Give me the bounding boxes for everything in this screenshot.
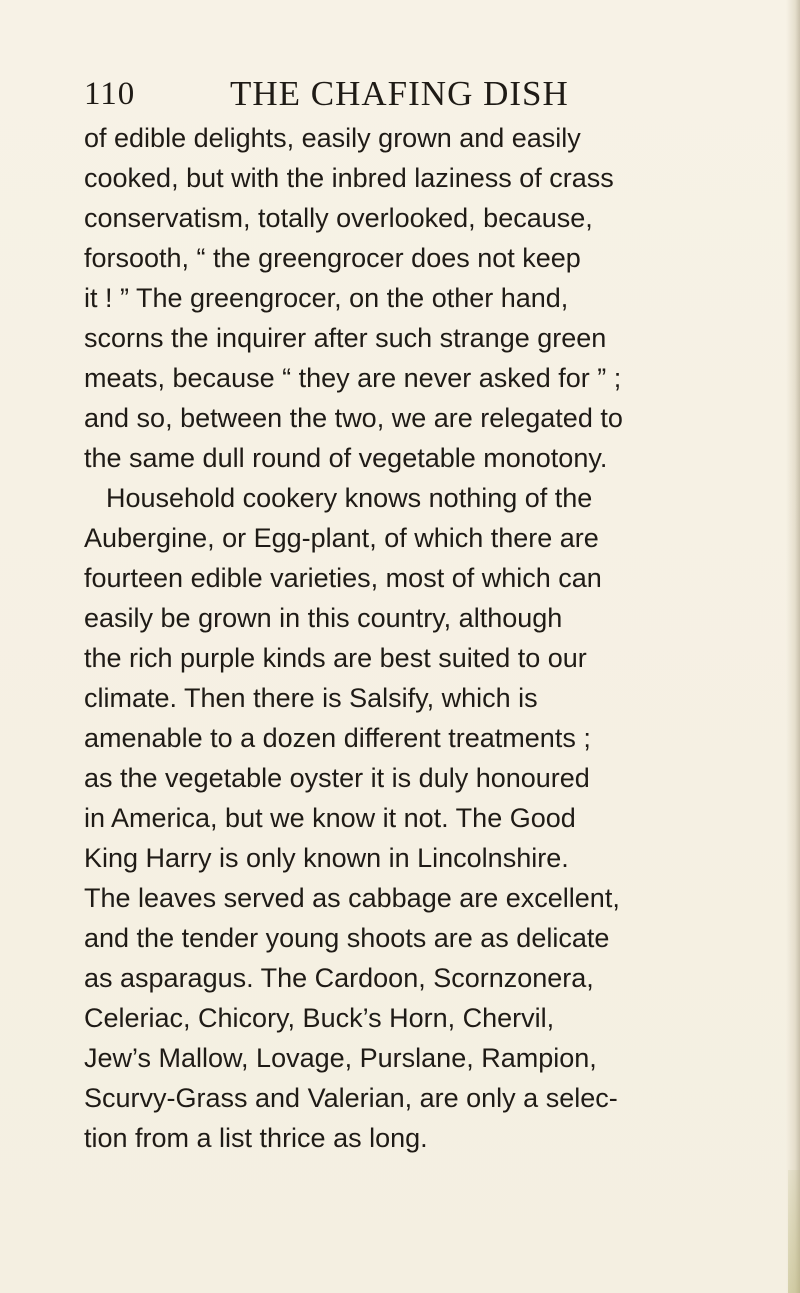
body-text xyxy=(84,118,734,1158)
text-line-25: Scurvy-Grass and Valerian, are only a selec- xyxy=(84,1083,618,1113)
text-line-9: the same dull round of vegetable monotony. xyxy=(84,443,608,473)
text-line-4: forsooth, “ the greengrocer does not keep xyxy=(84,243,581,273)
text-line-7: meats, because “ they are never asked for ” ; xyxy=(84,363,622,393)
text-line-13: easily be grown in this country, although xyxy=(84,603,563,633)
text-line-15: climate. Then there is Salsify, which is xyxy=(84,683,538,713)
text-line-23: Celeriac, Chicory, Buck’s Horn, Chervil, xyxy=(84,1003,555,1033)
text-line-19: King Harry is only known in Lincolnshire. xyxy=(84,843,569,873)
page-number: 110 xyxy=(84,76,136,112)
text-line-16: amenable to a dozen different treatments ; xyxy=(84,723,591,753)
text-line-21: and the tender young shoots are as delicate xyxy=(84,923,610,953)
text-line-14: the rich purple kinds are best suited to our xyxy=(84,643,587,673)
page-edge-shadow xyxy=(786,0,800,1293)
text-line-26: tion from a list thrice as long. xyxy=(84,1123,428,1153)
text-line-8: and so, between the two, we are relegated to xyxy=(84,403,623,433)
text-line-3: conservatism, totally overlooked, because, xyxy=(84,203,593,233)
text-line-18: in America, but we know it not. The Good xyxy=(84,803,576,833)
text-line-5: it ! ” The greengrocer, on the other hand, xyxy=(84,283,569,313)
text-line-10: Household cookery knows nothing of the xyxy=(106,483,593,513)
text-line-11: Aubergine, or Egg-plant, of which there are xyxy=(84,523,599,553)
text-line-20: The leaves served as cabbage are excellent, xyxy=(84,883,620,913)
text-line-1: of edible delights, easily grown and easily xyxy=(84,123,581,153)
page-header xyxy=(84,74,724,124)
text-line-17: as the vegetable oyster it is duly honoured xyxy=(84,763,590,793)
running-title: THE CHAFING DISH xyxy=(230,74,569,113)
text-line-12: fourteen edible varieties, most of which can xyxy=(84,563,602,593)
page-edge-stain xyxy=(788,1170,800,1293)
text-line-24: Jew’s Mallow, Lovage, Purslane, Rampion, xyxy=(84,1043,597,1073)
text-line-2: cooked, but with the inbred laziness of crass xyxy=(84,163,614,193)
text-line-22: as asparagus. The Cardoon, Scornzonera, xyxy=(84,963,594,993)
text-line-6: scorns the inquirer after such strange green xyxy=(84,323,607,353)
